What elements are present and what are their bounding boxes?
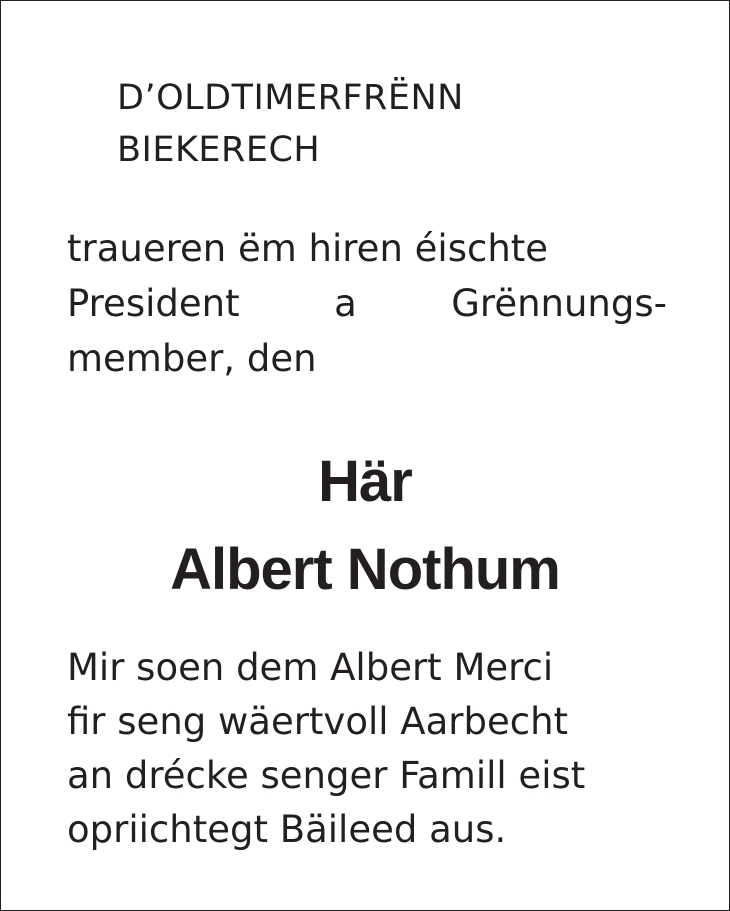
tribute-text <box>67 641 687 857</box>
intro-text <box>67 221 667 386</box>
intro-line-3: member, den <box>67 337 317 380</box>
organization-name-line-2: BIEKERECH <box>117 130 321 170</box>
tribute-line-3: an drécke senger Famill eist <box>67 754 586 797</box>
tribute-line-4: opriichtegt Bäileed aus. <box>67 808 507 851</box>
intro-word-president: President <box>67 282 240 325</box>
deceased-name-block <box>0 438 730 614</box>
tribute-line-1: Mir soen dem Albert Merci <box>67 646 554 689</box>
deceased-title: Här <box>318 449 412 514</box>
tribute-line-2: fir seng wäertvoll Aarbecht <box>67 700 569 743</box>
organization-name-line-1: D’OLDTIMERFRËNN <box>117 78 464 118</box>
deceased-name: Albert Nothum <box>170 537 560 602</box>
organization-name <box>117 72 637 176</box>
intro-line-1: traueren ëm hiren éischte <box>67 227 549 270</box>
intro-word-grennungs: Grënnungs- <box>451 282 667 325</box>
intro-word-a: a <box>334 282 357 325</box>
intro-line-2 <box>67 276 667 331</box>
